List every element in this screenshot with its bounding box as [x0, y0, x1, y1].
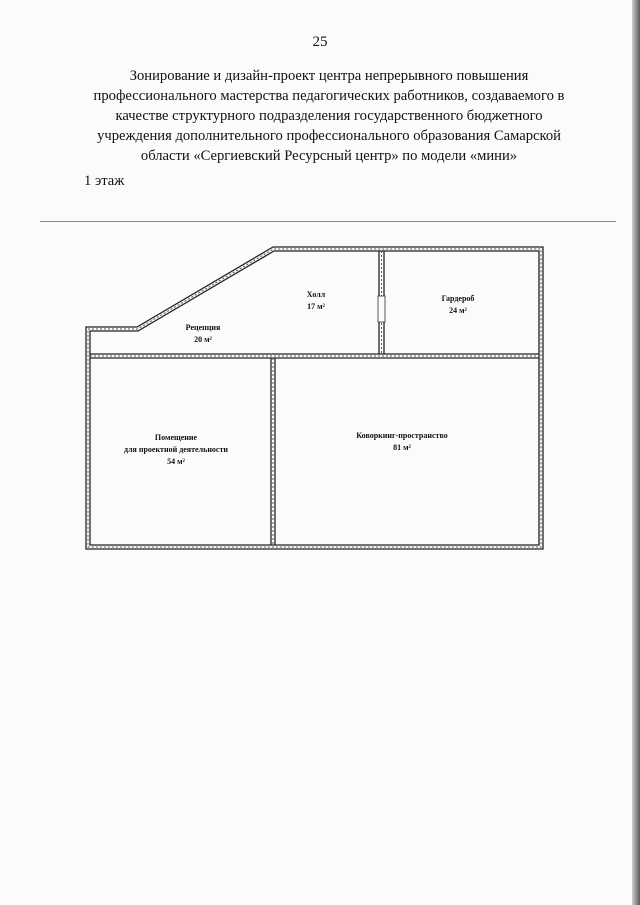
room-name-project: для проектной деятельности	[123, 445, 229, 454]
page-number: 25	[312, 34, 328, 50]
room-name-cloakroom: Гардероб	[441, 294, 475, 303]
room-name-hall: Холл	[306, 290, 326, 299]
room-area-coworking: 81 м²	[393, 443, 411, 452]
floor-label: 1 этаж	[84, 173, 125, 189]
room-area-project: 54 м²	[167, 457, 185, 466]
title-line: учреждения дополнительного профессионального образования Самарской	[97, 128, 561, 144]
title-line: области «Сергиевский Ресурсный центр» по модели «мини»	[140, 148, 518, 164]
room-area-reception: 20 м²	[194, 335, 212, 344]
title-line: профессионального мастерства педагогических работников, создаваемого в	[93, 88, 565, 104]
room-name-coworking: Коворкинг-пространство	[356, 431, 448, 440]
door-opening	[378, 296, 385, 322]
room-name-project: Помещение	[154, 433, 198, 442]
room-area-hall: 17 м²	[307, 302, 325, 311]
room-area-cloakroom: 24 м²	[449, 306, 467, 315]
title-line: Зонирование и дизайн-проект центра непрерывного повышения	[129, 68, 529, 84]
scan-edge-shadow	[632, 0, 640, 905]
room-name-reception: Рецепция	[185, 323, 221, 332]
title-line: качестве структурного подразделения государственного бюджетного	[115, 108, 543, 124]
